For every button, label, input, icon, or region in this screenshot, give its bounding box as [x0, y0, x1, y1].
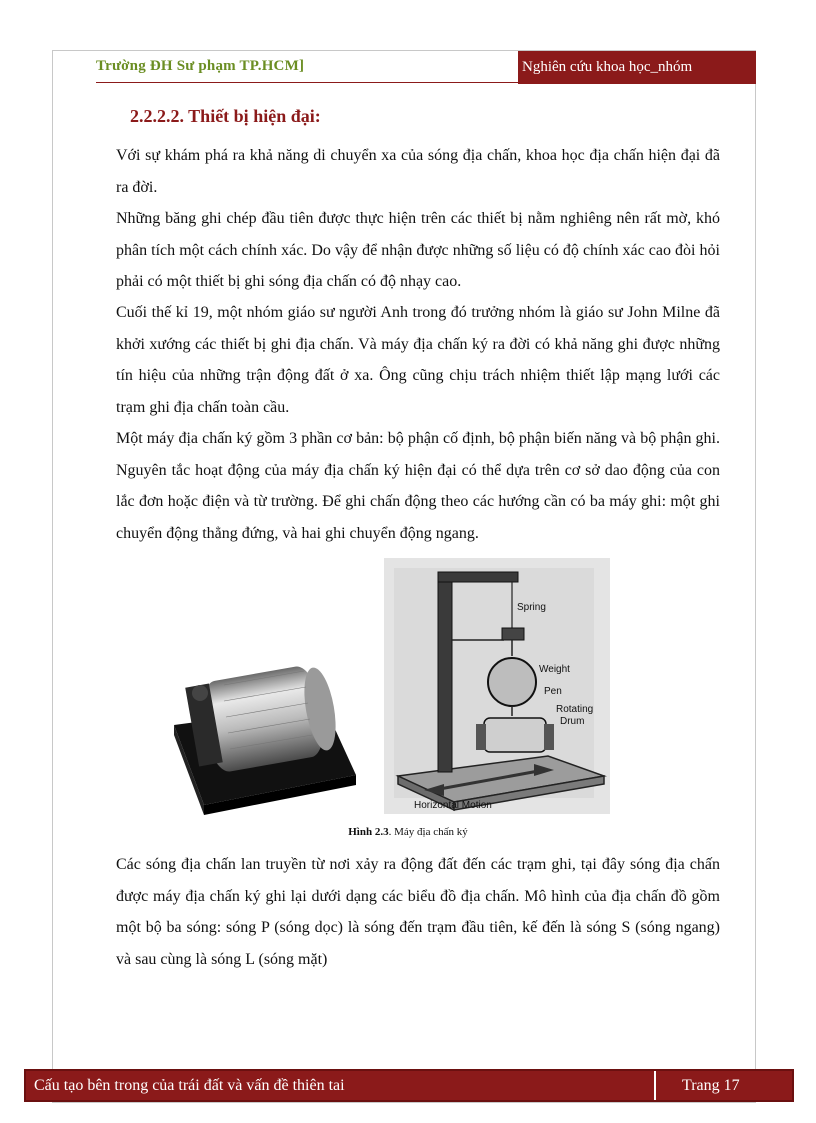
header-topic-badge: Nghiên cứu khoa học_nhóm [518, 51, 756, 84]
header-divider [96, 82, 756, 83]
label-weight: Weight [539, 664, 570, 675]
label-rotating: Rotating [556, 704, 594, 715]
paragraph-1: Với sự khám phá ra khả năng di chuyển xa của sóng địa chấn, khoa học địa chấn hiện đại đã ra đời. [116, 147, 720, 196]
label-spring: Spring [517, 602, 546, 613]
seismograph-drum-photo [134, 655, 376, 815]
page-number: Trang 17 [682, 1077, 740, 1094]
paragraph-3: Cuối thế kỉ 19, một nhóm giáo sư người Anh trong đó trưởng nhóm là giáo sư John Milne đã khởi xướng các thiết bị ghi địa chấn. Và máy địa chấn ký ra đời có khả năng ghi được những tín hiệu của những trận động đất ở xa. Ông cũng chịu trách nhiệm thiết lập mạng lưới các trạm ghi địa chấn toàn cầu. [116, 304, 720, 416]
figure-caption [0, 826, 816, 838]
label-drum: Drum [560, 716, 585, 727]
paragraph-5: Các sóng địa chấn lan truyền từ nơi xảy ra động đất đến các trạm ghi, tại đây sóng địa chấn được máy địa chấn ký ghi lại dưới dạng các biểu đồ địa chấn. Mô hình của địa chấn đồ gồm một bộ ba sóng: sóng P (sóng dọc) là sóng đến trạm đầu tiên, kế đến là sóng S (sóng ngang) và sau cùng là sóng L (sóng mặt) [116, 856, 720, 968]
label-horizontal-motion: Horizontal Motion [414, 800, 492, 811]
section-title: 2.2.2.2. Thiết bị hiện đại: [130, 106, 321, 126]
header-institution: Trường ĐH Sư phạm TP.HCM] [96, 58, 305, 74]
paragraph-4: Một máy địa chấn ký gồm 3 phần cơ bản: bộ phận cố định, bộ phận biến năng và bộ phận ghi. Nguyên tắc hoạt động của máy địa chấn ký hiện đại có thể dựa trên cơ sở dao động của con lắc đơn hoặc điện và từ trường. Để ghi chấn động theo các hướng cần có ba máy ghi: một ghi chuyển động thẳng đứng, và hai ghi chuyển động ngang. [116, 430, 720, 542]
seismograph-diagram [384, 558, 610, 814]
footer-bar [24, 1069, 794, 1102]
footer-title: Cấu tạo bên trong của trái đất và vấn đề thiên tai [34, 1077, 345, 1094]
label-pen: Pen [544, 686, 562, 697]
figure-caption-text: . Máy địa chấn ký [388, 826, 468, 838]
footer-divider [654, 1071, 656, 1100]
paragraph-2: Những băng ghi chép đầu tiên được thực hiện trên các thiết bị nằm nghiêng nên rất mờ, khó phân tích một cách chính xác. Do vậy để nhận được những số liệu có độ chính xác cao đòi hỏi phải có một thiết bị ghi sóng địa chấn có độ nhạy cao. [116, 210, 720, 290]
figure-caption-label: Hình 2.3 [348, 826, 389, 838]
